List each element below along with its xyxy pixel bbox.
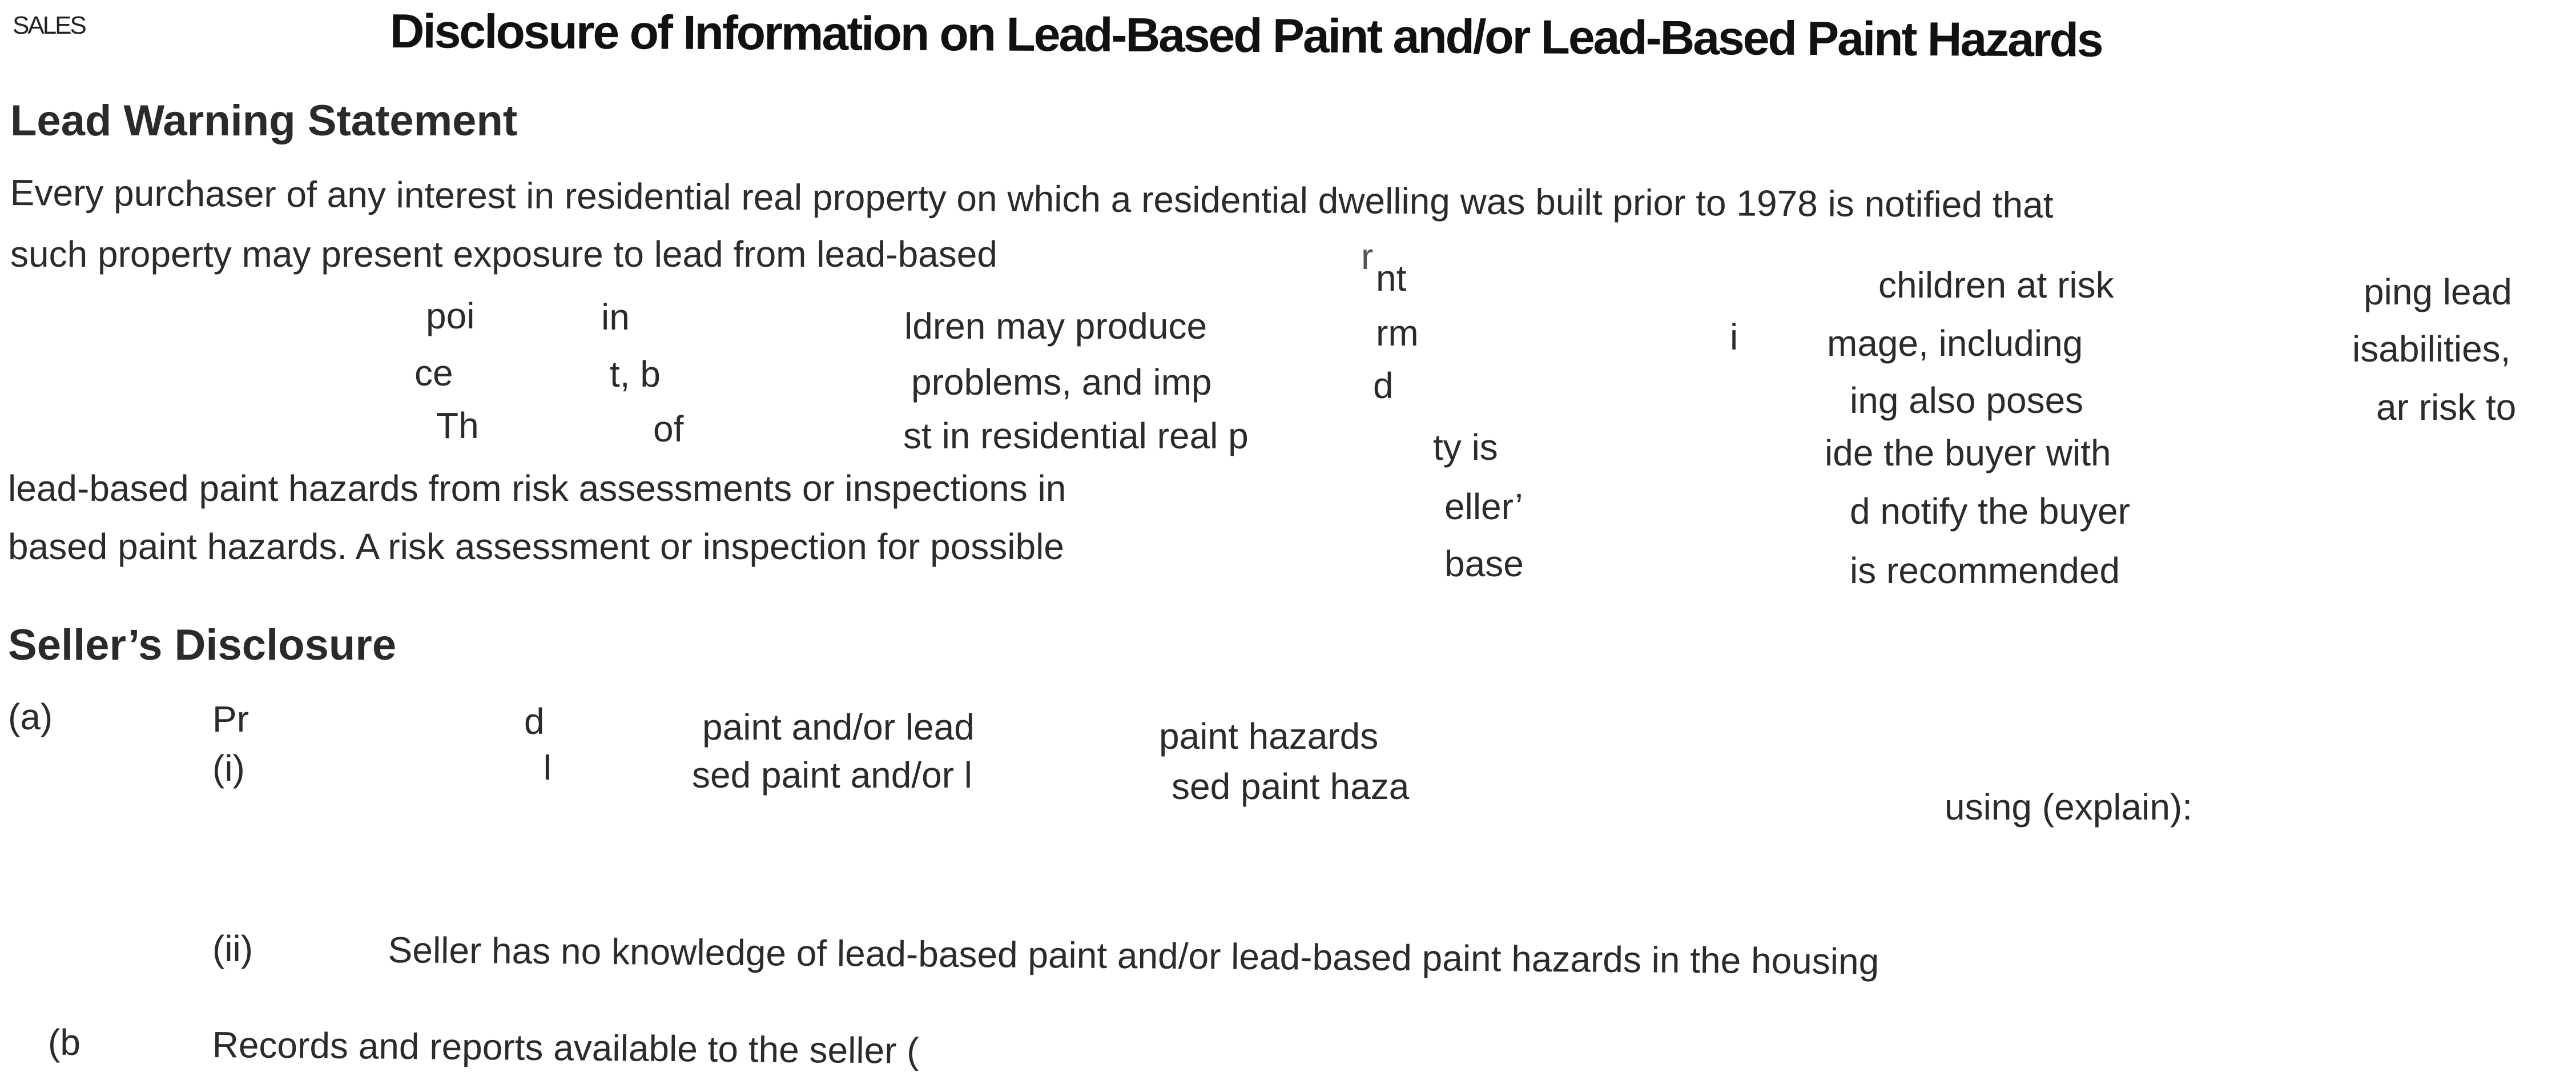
text-fragment: d [524, 701, 545, 742]
text-fragment: paint and/or lead [702, 706, 975, 748]
text-fragment: is recommended [1850, 550, 2120, 591]
text-fragment: t, b [610, 354, 661, 395]
text-fragment: i [1730, 316, 1738, 358]
text-fragment: d [1373, 365, 1394, 406]
form-section-label: SALES [13, 11, 85, 39]
text-fragment: I [542, 746, 553, 788]
lead-warning-line-2: such property may present exposure to lead from lead-based [10, 234, 997, 275]
text-fragment: Th [436, 405, 479, 446]
text-fragment: st in residential real p [903, 415, 1249, 456]
text-fragment: mage, including [1827, 323, 2083, 364]
lead-warning-line-2-break: r [1361, 236, 1374, 277]
text-fragment: children at risk [1878, 264, 2114, 306]
text-fragment: ide the buyer with [1825, 432, 2111, 473]
lead-warning-line-1: Every purchaser of any interest in residential real property on which a residential dwelling was built prior to 1978 is notified that [10, 171, 2054, 226]
text-fragment: sed paint haza [1172, 766, 1410, 807]
lead-warning-line-7: based paint hazards. A risk assessment or inspection for possible [8, 526, 1064, 567]
text-fragment: poi [426, 295, 475, 336]
text-fragment: eller’ [1444, 486, 1523, 527]
text-fragment: ty is [1433, 427, 1498, 468]
text-fragment: nt [1376, 258, 1407, 299]
item-b-text: Records and reports available to the seller ( [212, 1024, 919, 1071]
lead-warning-line-6: lead-based paint hazards from risk assessments or inspections in [8, 468, 1066, 509]
sellers-disclosure-heading: Seller’s Disclosure [8, 621, 397, 669]
text-fragment: sed paint and/or l [692, 754, 972, 796]
text-fragment: rm [1376, 312, 1419, 354]
item-b-marker: (b [48, 1022, 80, 1063]
lead-warning-heading: Lead Warning Statement [10, 97, 518, 145]
text-fragment: using (explain): [1945, 786, 2192, 828]
text-fragment: in [601, 296, 630, 338]
text-fragment: paint hazards [1159, 716, 1379, 757]
text-fragment: problems, and imp [911, 362, 1212, 403]
text-fragment: ce [414, 352, 453, 394]
text-fragment: isabilities, [2352, 328, 2511, 370]
text-fragment: of [653, 408, 684, 449]
text-fragment: ldren may produce [904, 306, 1208, 347]
text-fragment: ping lead [2364, 271, 2512, 312]
item-a-i-marker: (i) [212, 748, 245, 789]
text-fragment: base [1444, 543, 1524, 584]
text-fragment: ing also poses [1850, 380, 2084, 421]
text-fragment: d notify the buyer [1850, 491, 2130, 532]
item-a-ii-text: Seller has no knowledge of lead-based paint and/or lead-based paint hazards in the housing [388, 929, 1879, 982]
item-a-ii-marker: (ii) [212, 928, 253, 969]
text-fragment: ar risk to [2376, 387, 2517, 428]
text-fragment: Pr [212, 698, 249, 740]
item-a-marker: (a) [8, 696, 53, 737]
page-title: Disclosure of Information on Lead-Based Paint and/or Lead-Based Paint Hazards [389, 3, 2102, 67]
